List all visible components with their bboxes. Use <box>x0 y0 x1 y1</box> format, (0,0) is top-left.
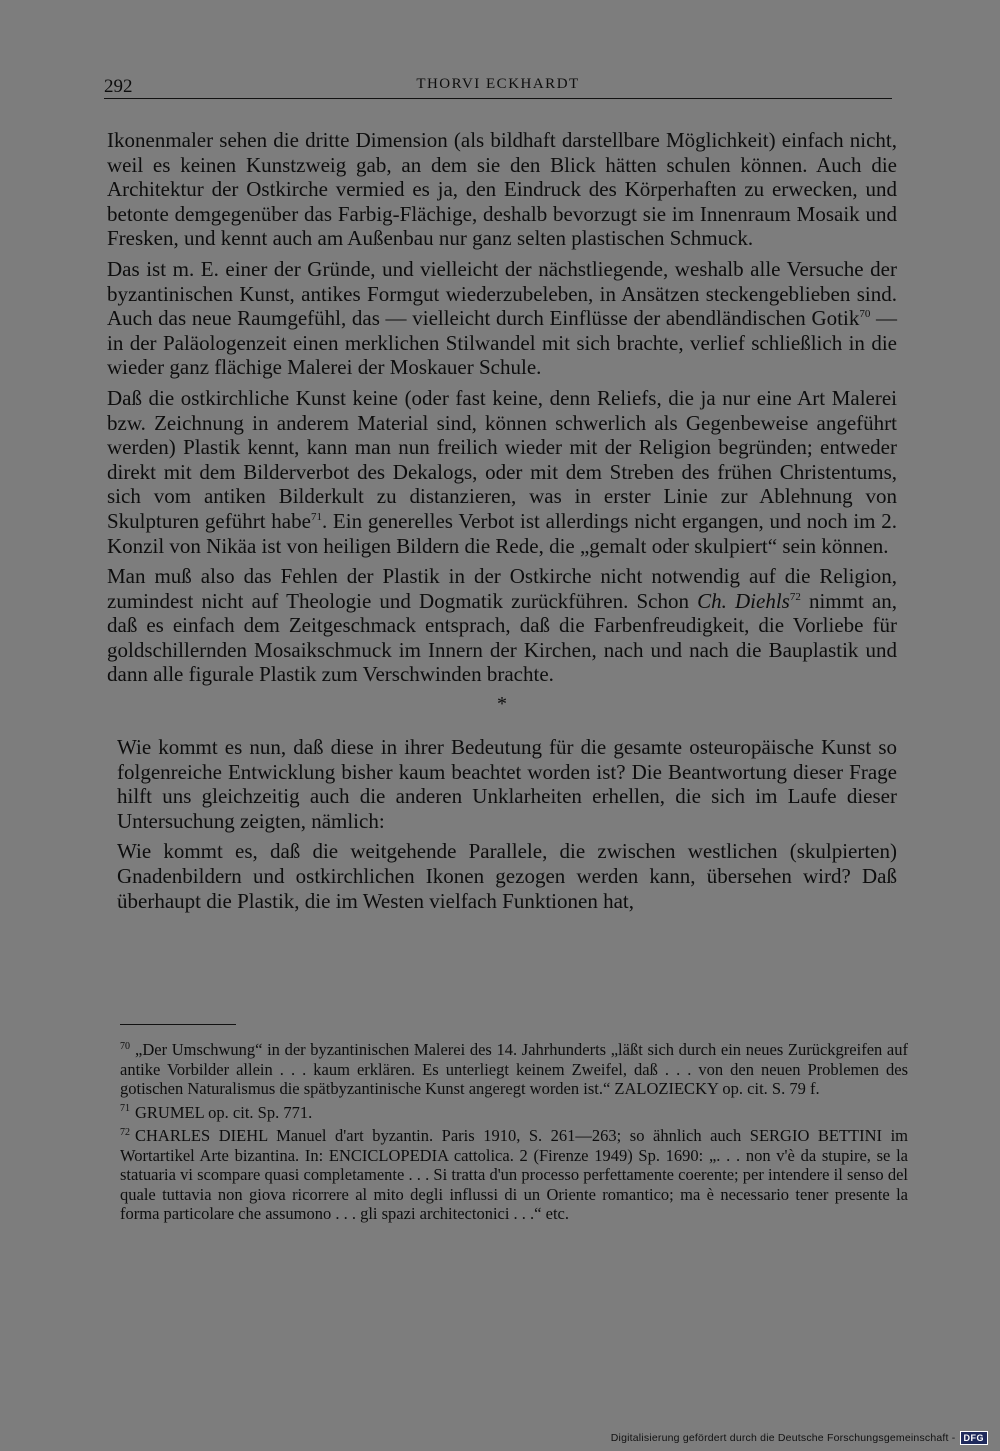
footnotes <box>120 1040 908 1228</box>
footnote-71 <box>120 1103 908 1123</box>
footnote-divider <box>120 1024 236 1025</box>
paragraph-2 <box>107 257 897 380</box>
paragraph-3 <box>107 386 897 558</box>
paragraph-4-cont: nimmt an, daß es einfach dem Zeitgeschmack entsprach, daß die Farbenfreudigkeit, die Vorliebe für goldschillernden Mosaikschmuck im Innern der Kirchen, nach und nach die Bauplastik und dann alle figurale Plastik zum Verschwinden brachte. <box>107 588 897 687</box>
credit-text: Digitalisierung gefördert durch die Deutsche Forschungsgemeinschaft - <box>610 1432 956 1444</box>
footnote-72 <box>120 1126 908 1224</box>
paragraph-2-text: Das ist m. E. einer der Gründe, und vielleicht der nächstliegende, weshalb alle Versuche der byzantinischen Kunst, antikes Formgut wiederzubeleben, in Ansätzen steckengeblieben sind. Auch das neue Raumgefühl, das — vielleicht durch Einflüsse der abendländischen Gotik <box>107 256 897 331</box>
paragraph-3-cont: . Ein generelles Verbot ist allerdings nicht ergangen, und noch im 2. Konzil von Nikäa ist von heiligen Bildern die Rede, die „gemalt oder skulpiert“ sein können. <box>107 508 897 558</box>
paragraph-1: Ikonenmaler sehen die dritte Dimension (als bildhaft darstellbare Möglichkeit) einfach nicht, weil es keinen Kunstzweig gab, an dem sie den Blick hätten schulen können. Auch die Architektur der Ostkirche vermied es ja, den Eindruck des Körperhaften zu erwecken, und betonte demgegenüber das Farbig-Flächige, deshalb bevorzugt sie im Innenraum Mosaik und Fresken, und kennt auch am Außenbau nur ganz selten plastischen Schmuck. <box>107 128 897 251</box>
dfg-logo: DFG <box>960 1431 989 1445</box>
footnote-ref-71[interactable]: 71 <box>310 510 322 523</box>
footnote-number: 70 <box>120 1040 130 1052</box>
section-separator: * <box>497 693 507 716</box>
footnote-70 <box>120 1040 908 1099</box>
author-diehl: Ch. Diehls <box>697 588 790 613</box>
footnote-text: „Der Umschwung“ in der byzantinischen Malerei des 14. Jahrhunderts „läßt sich durch ein neues Zurückgreifen auf antike Vorbilder allein . . . kaum erklären. Es unterliegt keinem Zweifel, daß . . . von den neuen Problemen des gotischen Naturalismus die spätbyzantinische Kunst angeregt worden ist.“ ZALOZIECKY op. cit. S. 79 f. <box>120 1040 908 1098</box>
paragraph-4-text: Man muß also das Fehlen der Plastik in der Ostkirche nicht notwendig auf die Religion, zumindest nicht auf Theologie und Dogmatik zurückführen. Schon <box>107 564 897 613</box>
page-number: 292 <box>104 76 133 97</box>
running-head: THORVI ECKHARDT <box>416 76 580 92</box>
footnote-number: 72 <box>120 1126 130 1138</box>
section-b <box>107 735 897 913</box>
main-text <box>107 128 897 919</box>
paragraph-5: Wie kommt es nun, daß diese in ihrer Bedeutung für die gesamte osteuropäische Kunst so folgenreiche Entwicklung bisher kaum beachtet worden ist? Die Beantwortung dieser Frage hilft uns gleichzeitig auch die anderen Unklarheiten erhellen, die sich im Laufe dieser Untersuchung zeigten, nämlich: <box>117 735 897 833</box>
page-header <box>104 76 892 99</box>
footnote-text: CHARLES DIEHL Manuel d'art byzantin. Paris 1910, S. 261—263; so ähnlich auch SERGIO BETTINI im Wortartikel Arte bizantina. In: ENCICLOPEDIA cattolica. 2 (Firenze 1949) Sp. 1690: „. . . non v'è da stupire, se la statuaria vi scompare quasi completamente . . . Si tratta d'un processo perfettamente coerente; per intendere il senso del quale tuttavia non giova ricorrere al mito degli influssi di un Oriente romantico; ma è necessario tener presente la forma particolare che assumono . . . gli spazi architectonici . . .“ etc. <box>120 1126 908 1223</box>
footnote-ref-72[interactable]: 72 <box>789 590 801 603</box>
footnote-text: GRUMEL op. cit. Sp. 771. <box>135 1102 313 1122</box>
footnote-number: 71 <box>120 1103 130 1114</box>
paragraph-4 <box>107 564 897 687</box>
paragraph-6: Wie kommt es, daß die weitgehende Parallele, die zwischen westlichen (skulpierten) Gnadenbildern und ostkirchlichen Ikonen gezogen werden kann, übersehen wird? Daß überhaupt die Plastik, die im Westen vielfach Funktionen hat, <box>117 839 897 913</box>
paragraph-2-cont: — in der Paläologenzeit einen merklichen Stilwandel mit sich brachte, verlief schließlich in die wieder ganz flächige Malerei der Moskauer Schule. <box>107 306 898 380</box>
footnote-ref-70[interactable]: 70 <box>859 308 871 321</box>
digitization-credit <box>611 1429 988 1447</box>
paragraph-3-text: Daß die ostkirchliche Kunst keine (oder fast keine, denn Reliefs, die ja nur eine Art Malerei bzw. Zeichnung in anderem Material sind, können schwerlich als Gegenbeweise angeführt werden) Plastik kennt, kann man nun freilich wieder mit der Religion begründen; entweder direkt mit dem Bilderverbot des Dekalogs, oder mit dem Streben des frühen Christentums, sich vom antiken Bilderkult zu distanzieren, was in erster Linie zur Ablehnung von Skulpturen geführt habe <box>107 385 897 533</box>
